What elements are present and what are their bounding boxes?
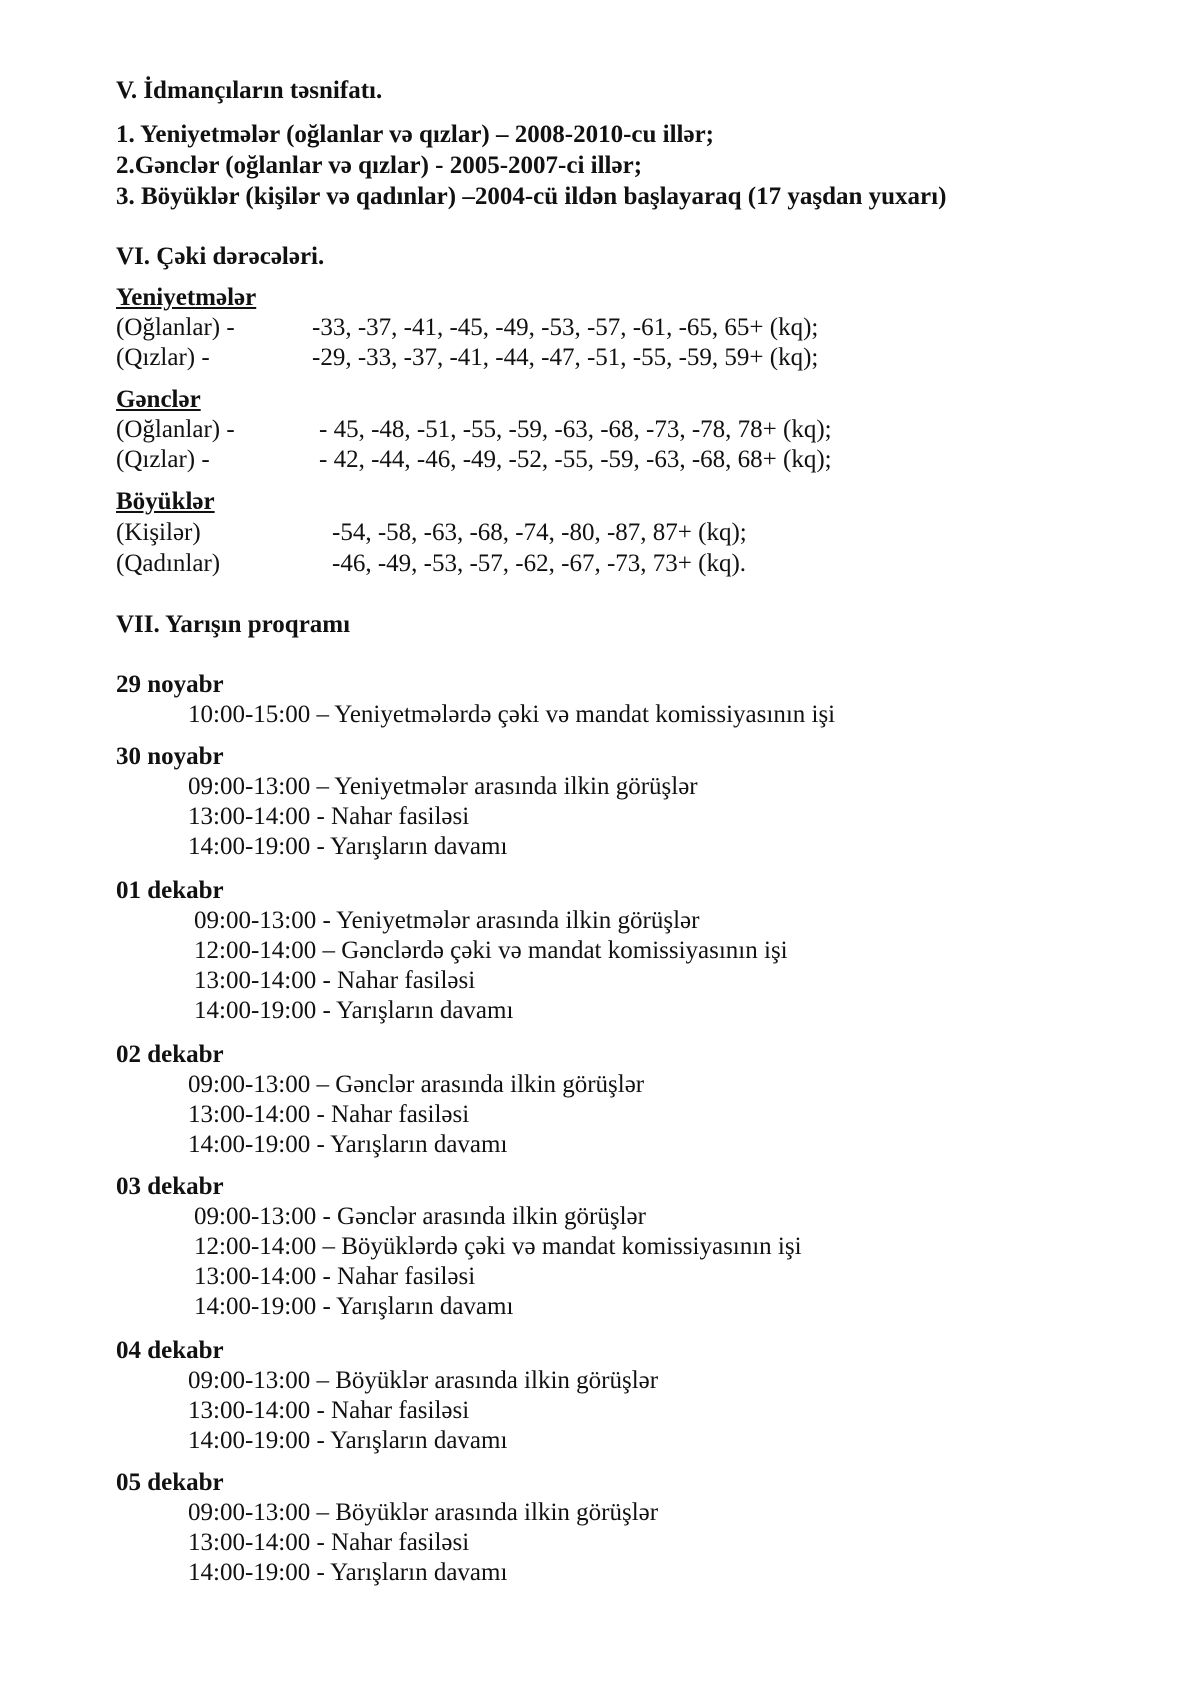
schedule-event: 09:00-13:00 - Yeniyetmələr arasında ilkin görüşlər [194,907,700,934]
schedule-event: 13:00-14:00 - Nahar fasiləsi [188,1529,470,1556]
schedule-event: 13:00-14:00 - Nahar fasiləsi [188,1101,470,1128]
weight-group-title: Yeniyetmələr [116,284,257,311]
schedule-event: 09:00-13:00 – Böyüklər arasında ilkin görüşlər [188,1499,659,1526]
section-6-heading: VI. Çəki dərəcələri. [116,243,325,270]
classification-item-1: 1. Yeniyetmələr (oğlanlar və qızlar) – 2008-2010-cu illər; [116,121,715,148]
schedule-date: 30 noyabr [116,743,224,770]
weight-row-values: -33, -37, -41, -45, -49, -53, -57, -61, -65, 65+ (kq); [312,314,819,341]
schedule-event: 09:00-13:00 - Gənclər arasında ilkin görüşlər [194,1203,646,1230]
schedule-event: 09:00-13:00 – Yeniyetmələr arasında ilkin görüşlər [188,773,698,800]
weight-row-label: (Oğlanlar) - [116,416,235,443]
weight-row-values: -54, -58, -63, -68, -74, -80, -87, 87+ (kq); [332,519,747,546]
schedule-event: 10:00-15:00 – Yeniyetmələrdə çəki və mandat komissiyasının işi [188,701,836,728]
weight-row-values: - 45, -48, -51, -55, -59, -63, -68, -73, -78, 78+ (kq); [319,416,832,443]
weight-group-title: Böyüklər [116,488,215,515]
schedule-event: 09:00-13:00 – Böyüklər arasında ilkin görüşlər [188,1367,659,1394]
schedule-event: 14:00-19:00 - Yarışların davamı [194,997,514,1024]
schedule-event: 13:00-14:00 - Nahar fasiləsi [188,1397,470,1424]
schedule-event: 14:00-19:00 - Yarışların davamı [188,833,508,860]
weight-row-label: (Oğlanlar) - [116,314,235,341]
schedule-event: 14:00-19:00 - Yarışların davamı [188,1131,508,1158]
weight-row-values: -29, -33, -37, -41, -44, -47, -51, -55, -59, 59+ (kq); [312,344,819,371]
schedule-date: 05 dekabr [116,1469,224,1496]
schedule-event: 14:00-19:00 - Yarışların davamı [188,1427,508,1454]
schedule-event: 13:00-14:00 - Nahar fasiləsi [194,967,476,994]
schedule-date: 29 noyabr [116,671,224,698]
classification-item-2: 2.Gənclər (oğlanlar və qızlar) - 2005-2007-ci illər; [116,152,643,179]
section-5-heading: V. İdmançıların təsnifatı. [116,77,383,104]
schedule-event: 12:00-14:00 – Gənclərdə çəki və mandat komissiyasının işi [194,937,788,964]
classification-item-3: 3. Böyüklər (kişilər və qadınlar) –2004-cü ildən başlayaraq (17 yaşdan yuxarı) [116,183,947,210]
schedule-date: 01 dekabr [116,877,224,904]
schedule-date: 02 dekabr [116,1041,224,1068]
weight-row-values: -46, -49, -53, -57, -62, -67, -73, 73+ (kq). [332,550,747,577]
schedule-date: 04 dekabr [116,1337,224,1364]
schedule-event: 14:00-19:00 - Yarışların davamı [194,1293,514,1320]
schedule-event: 13:00-14:00 - Nahar fasiləsi [188,803,470,830]
schedule-event: 09:00-13:00 – Gənclər arasında ilkin görüşlər [188,1071,645,1098]
schedule-event: 14:00-19:00 - Yarışların davamı [188,1559,508,1586]
weight-row-label: (Kişilər) [116,519,201,546]
section-7-heading: VII. Yarışın proqramı [116,611,351,638]
weight-group-title: Gənclər [116,386,201,413]
weight-row-label: (Qızlar) - [116,446,210,473]
weight-row-label: (Qızlar) - [116,344,210,371]
schedule-event: 13:00-14:00 - Nahar fasiləsi [194,1263,476,1290]
weight-row-label: (Qadınlar) [116,550,221,577]
schedule-date: 03 dekabr [116,1173,224,1200]
schedule-event: 12:00-14:00 – Böyüklərdə çəki və mandat komissiyasının işi [194,1233,802,1260]
weight-row-values: - 42, -44, -46, -49, -52, -55, -59, -63, -68, 68+ (kq); [319,446,832,473]
